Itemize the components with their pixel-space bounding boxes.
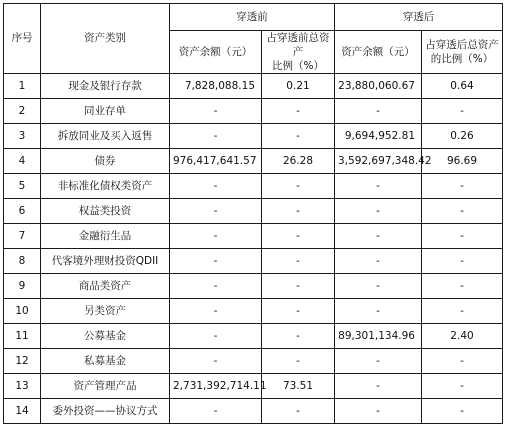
table-body (4, 74, 503, 424)
cell-after-balance: 89,301,134.96 (335, 324, 422, 349)
cell-after-ratio: - (422, 174, 503, 199)
table-row (4, 224, 503, 249)
cell-before-balance: - (170, 349, 262, 374)
header-seq: 序号 (4, 4, 41, 74)
cell-after-balance: - (335, 174, 422, 199)
cell-before-ratio: - (262, 349, 335, 374)
table-row (4, 124, 503, 149)
table-row (4, 74, 503, 99)
header-before-ratio (262, 31, 335, 74)
cell-category: 债券 (41, 149, 170, 174)
cell-before-balance: 2,731,392,714.11 (170, 374, 262, 399)
cell-seq: 10 (4, 299, 41, 324)
cell-after-ratio: - (422, 99, 503, 124)
table-row (4, 274, 503, 299)
header-after-group: 穿透后 (335, 4, 503, 31)
cell-after-ratio: 0.26 (422, 124, 503, 149)
cell-after-ratio: - (422, 374, 503, 399)
cell-seq: 1 (4, 74, 41, 99)
cell-after-balance: - (335, 249, 422, 274)
cell-after-ratio: - (422, 224, 503, 249)
cell-before-ratio: - (262, 324, 335, 349)
cell-before-ratio: - (262, 299, 335, 324)
header-before-ratio-line2: 比例（%） (272, 60, 324, 72)
table-row (4, 249, 503, 274)
cell-after-ratio: - (422, 399, 503, 424)
cell-after-ratio: 96.69 (422, 149, 503, 174)
header-before-balance: 资产余额（元） (170, 31, 262, 74)
header-category: 资产类别 (41, 4, 170, 74)
cell-category: 私募基金 (41, 349, 170, 374)
asset-allocation-table (3, 3, 503, 424)
cell-seq: 12 (4, 349, 41, 374)
cell-before-balance: 976,417,641.57 (170, 149, 262, 174)
cell-before-ratio: - (262, 249, 335, 274)
cell-before-balance: - (170, 324, 262, 349)
header-before-ratio-line1: 占穿透前总资产 (266, 32, 330, 58)
table-header (4, 4, 503, 74)
header-after-balance: 资产余额（元） (335, 31, 422, 74)
cell-after-balance: 3,592,697,348.42 (335, 149, 422, 174)
cell-before-ratio: - (262, 124, 335, 149)
cell-category: 公募基金 (41, 324, 170, 349)
cell-before-balance: - (170, 199, 262, 224)
header-after-ratio-line2: 的比例（%） (430, 53, 494, 65)
cell-before-ratio: - (262, 399, 335, 424)
cell-before-balance: 7,828,088.15 (170, 74, 262, 99)
cell-before-ratio: 0.21 (262, 74, 335, 99)
cell-after-ratio: - (422, 349, 503, 374)
cell-after-balance: - (335, 99, 422, 124)
cell-category: 委外投资——协议方式 (41, 399, 170, 424)
header-before-group: 穿透前 (170, 4, 335, 31)
cell-category: 非标准化债权类资产 (41, 174, 170, 199)
cell-before-balance: - (170, 99, 262, 124)
cell-before-ratio: - (262, 174, 335, 199)
cell-before-balance: - (170, 249, 262, 274)
cell-category: 代客境外理财投资QDII (41, 249, 170, 274)
table-row (4, 99, 503, 124)
table-row (4, 324, 503, 349)
cell-after-balance: 9,694,952.81 (335, 124, 422, 149)
cell-before-balance: - (170, 399, 262, 424)
cell-after-balance: - (335, 374, 422, 399)
cell-category: 另类资产 (41, 299, 170, 324)
cell-seq: 13 (4, 374, 41, 399)
cell-after-ratio: - (422, 249, 503, 274)
cell-after-balance: - (335, 299, 422, 324)
cell-seq: 3 (4, 124, 41, 149)
table-row (4, 349, 503, 374)
table-row (4, 299, 503, 324)
cell-after-ratio: - (422, 299, 503, 324)
cell-seq: 6 (4, 199, 41, 224)
table-row (4, 199, 503, 224)
cell-category: 资产管理产品 (41, 374, 170, 399)
cell-category: 拆放同业及买入返售 (41, 124, 170, 149)
cell-before-ratio: - (262, 274, 335, 299)
cell-after-ratio: - (422, 274, 503, 299)
table-row (4, 374, 503, 399)
cell-seq: 14 (4, 399, 41, 424)
cell-category: 同业存单 (41, 99, 170, 124)
header-after-ratio-line1: 占穿透后总资产 (425, 39, 499, 51)
cell-after-ratio: 0.64 (422, 74, 503, 99)
cell-before-balance: - (170, 274, 262, 299)
cell-seq: 7 (4, 224, 41, 249)
table-row (4, 149, 503, 174)
cell-before-balance: - (170, 124, 262, 149)
cell-after-balance: - (335, 224, 422, 249)
cell-before-balance: - (170, 224, 262, 249)
cell-before-ratio: 26.28 (262, 149, 335, 174)
cell-seq: 5 (4, 174, 41, 199)
cell-category: 金融衍生品 (41, 224, 170, 249)
cell-before-ratio: 73.51 (262, 374, 335, 399)
cell-before-balance: - (170, 299, 262, 324)
cell-seq: 2 (4, 99, 41, 124)
header-after-ratio (422, 31, 503, 74)
cell-after-balance: 23,880,060.67 (335, 74, 422, 99)
cell-before-ratio: - (262, 224, 335, 249)
cell-before-ratio: - (262, 99, 335, 124)
table-row (4, 174, 503, 199)
cell-seq: 9 (4, 274, 41, 299)
cell-category: 现金及银行存款 (41, 74, 170, 99)
cell-after-ratio: - (422, 199, 503, 224)
cell-after-balance: - (335, 349, 422, 374)
cell-after-balance: - (335, 399, 422, 424)
cell-after-balance: - (335, 199, 422, 224)
cell-after-ratio: 2.40 (422, 324, 503, 349)
cell-seq: 4 (4, 149, 41, 174)
cell-seq: 11 (4, 324, 41, 349)
cell-category: 权益类投资 (41, 199, 170, 224)
cell-after-balance: - (335, 274, 422, 299)
cell-before-ratio: - (262, 199, 335, 224)
cell-before-balance: - (170, 174, 262, 199)
cell-seq: 8 (4, 249, 41, 274)
cell-category: 商品类资产 (41, 274, 170, 299)
table-row (4, 399, 503, 424)
